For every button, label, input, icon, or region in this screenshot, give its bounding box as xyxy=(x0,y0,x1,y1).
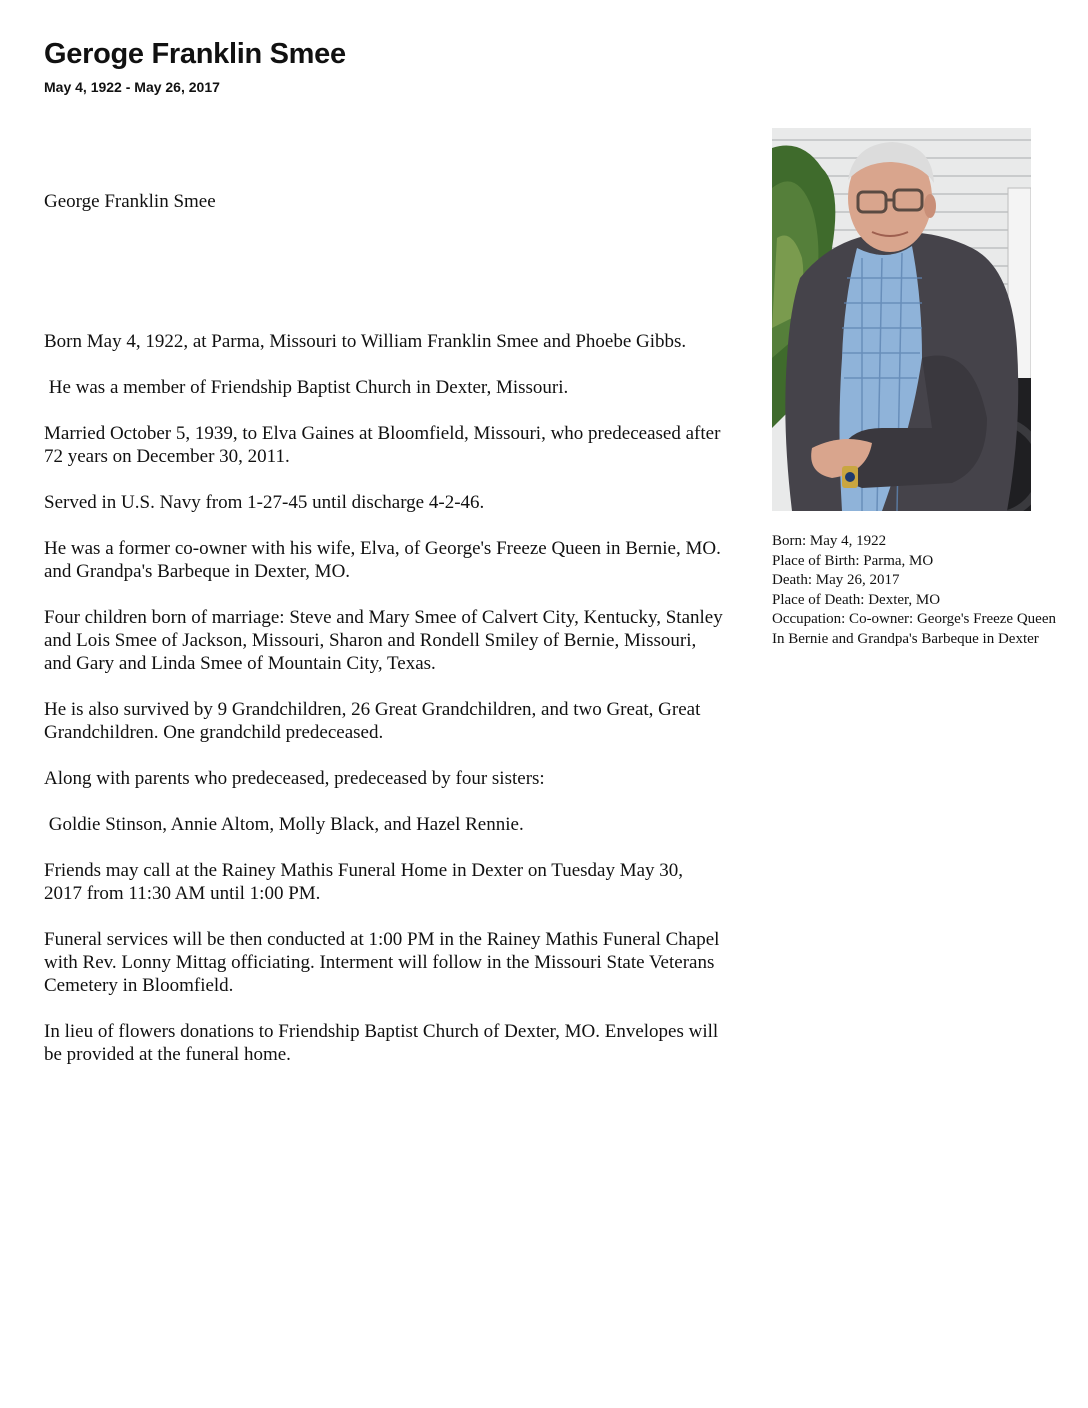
paragraph-birth: Born May 4, 1922, at Parma, Missouri to William Franklin Smee and Phoebe Gibbs. xyxy=(44,331,687,352)
paragraph-predeceased: Along with parents who predeceased, predeceased by four sisters: xyxy=(44,768,545,789)
obituary-name: George Franklin Smee xyxy=(44,191,216,212)
fact-death: Death: May 26, 2017 xyxy=(772,572,900,589)
fact-occupation: Occupation: Co-owner: George's Freeze Queen In Bernie and Grandpa's Barbeque in Dexter xyxy=(772,611,1056,647)
paragraph-sisters: Goldie Stinson, Annie Altom, Molly Black, and Hazel Rennie. xyxy=(44,814,524,835)
paragraph-navy: Served in U.S. Navy from 1-27-45 until discharge 4-2-46. xyxy=(44,492,485,513)
fact-place-of-death: Place of Death: Dexter, MO xyxy=(772,591,941,608)
life-dates: May 4, 1922 - May 26, 2017 xyxy=(44,79,220,95)
fact-place-of-birth: Place of Birth: Parma, MO xyxy=(772,552,934,569)
vital-facts xyxy=(772,532,1062,650)
paragraph-services: Funeral services will be then conducted at 1:00 PM in the Rainey Mathis Funeral Chapel with Rev. Lonny Mittag officiating. Interment will follow in the Missouri State Veterans Cemetery in Bloomfield. xyxy=(44,929,725,996)
paragraph-visitation: Friends may call at the Rainey Mathis Funeral Home in Dexter on Tuesday May 30, 2017 from 11:30 AM until 1:00 PM. xyxy=(44,860,688,904)
paragraph-children: Four children born of marriage: Steve and Mary Smee of Calvert City, Kentucky, Stanley and Lois Smee of Jackson, Missouri, Sharon and Rondell Smiley of Bernie, Missouri, and Gary and Linda Smee of Mountain City, Texas. xyxy=(44,607,728,674)
paragraph-business: He was a former co-owner with his wife, Elva, of George's Freeze Queen in Bernie, MO. and Grandpa's Barbeque in Dexter, MO. xyxy=(44,538,731,582)
obituary-body xyxy=(44,330,731,1089)
portrait-photo xyxy=(772,128,1031,511)
paragraph-donations: In lieu of flowers donations to Friendship Baptist Church of Dexter, MO. Envelopes will be provided at the funeral home. xyxy=(44,1021,723,1065)
fact-born: Born: May 4, 1922 xyxy=(772,533,887,549)
page-title: Geroge Franklin Smee xyxy=(44,38,346,70)
paragraph-marriage: Married October 5, 1939, to Elva Gaines at Bloomfield, Missouri, who predeceased after 72 years on December 30, 2011. xyxy=(44,423,726,467)
paragraph-grandchildren: He is also survived by 9 Grandchildren, 26 Great Grandchildren, and two Great, Great Grandchildren. One grandchild predeceased. xyxy=(44,699,706,743)
paragraph-church: He was a member of Friendship Baptist Church in Dexter, Missouri. xyxy=(44,377,569,398)
